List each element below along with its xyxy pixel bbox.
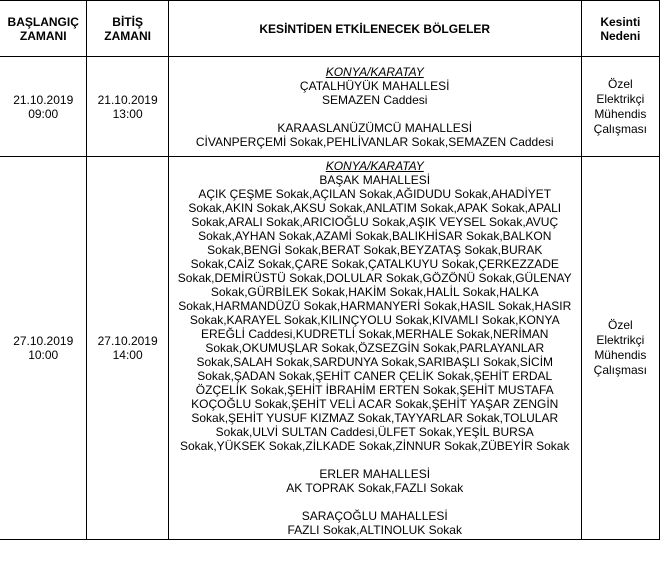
table-row (0, 157, 660, 540)
region-name: KONYA/KARATAY (325, 159, 424, 173)
start-time: 09:00 (28, 106, 59, 121)
end-time-header: BİTİŞ ZAMANI (87, 1, 168, 57)
reason-cell: Özel Elektrikçi Mühendis Çalışması (581, 57, 659, 157)
affected-regions-header: KESİNTİDEN ETKİLENECEK BÖLGELER (168, 1, 581, 57)
end-time: 13:00 (112, 106, 143, 121)
street-list: AÇIK ÇEŞME Sokak,AÇILAN Sokak,AĞIDUDU Sokak,AHADİYET Sokak,AKIN Sokak,AKSU Sokak,ANLATIM Sokak,APAK Sokak,APALI Sokak,ARALI Sokak,ARICIOĞLU Sokak,AŞIK VEYSEL Sokak,AVUÇ Sokak,AYHAN Sokak,AZAMİ Sokak,BALIKHİSAR Sokak,BALKON Sokak,BENGİ Sokak,BERAT Sokak,BEYZATAŞ Sokak,BURAK Sokak,CAİZ Sokak,ÇARE Sokak,ÇATALKUYU Sokak,ÇERKEZZADE Sokak,DEMİRÜSTÜ Sokak,DOLULAR Sokak,GÖZÖNÜ Sokak,GÜLENAY Sokak,GÜRBİLEK Sokak,HAKİM Sokak,HALİL Sokak,HALKA Sokak,HARMANDÜZÜ Sokak,HARMANYERİ Sokak,HASIL Sokak,HASIR Sokak,KARAYEL Sokak,KILINÇYOLU Sokak,KIVAMLI Sokak,KONYA EREĞLİ Caddesi,KUDRETLİ Sokak,MERHALE Sokak,NERİMAN Sokak,OKUMUŞLAR Sokak,ÖZSEZGİN Sokak,PARLAYANLAR Sokak,SALAH Sokak,SARDUNYA Sokak,SARIBAŞLI Sokak,SİCİM Sokak,ŞADAN Sokak,ŞEHİT CANER ÇELİK Sokak,ŞEHİT ERDAL ÖZÇELİK Sokak,ŞEHİT İBRAHİM ERTEN Sokak,ŞEHİT MUSTAFA KOÇOĞLU Sokak,ŞEHİT VELİ ACAR Sokak,ŞEHİT YAŞAR ZENGİN Sokak,ŞEHİT YUSUF KIZMAZ Sokak,TAYYARLAR Sokak,TOLULAR Sokak,ULVİ SULTAN Caddesi,ÜLFET Sokak,YEŞİL BURSA Sokak,YÜKSEK Sokak,ZİLKADE Sokak,ZİNNUR Sokak,ZÜBEYİR Sokak (177, 187, 572, 453)
region-name: KONYA/KARATAY (325, 64, 424, 79)
reason-header: Kesinti Nedeni (581, 1, 659, 57)
regions-cell (168, 57, 581, 157)
district-name: BAŞAK MAHALLESİ (319, 173, 431, 187)
end-cell (87, 157, 168, 540)
street-list: CİVANPERÇEMİ Sokak,PEHLİVANLAR Sokak,SEMAZEN Caddesi (195, 134, 554, 149)
end-date: 27.10.2019 (97, 334, 158, 348)
district-name: SARAÇOĞLU MAHALLESİ (301, 509, 448, 523)
street-list: AK TOPRAK Sokak,FAZLI Sokak (286, 481, 464, 495)
regions-cell (168, 157, 581, 540)
start-time: 10:00 (28, 348, 59, 362)
reason-cell: Özel Elektrikçi Mühendis Çalışması (581, 157, 659, 540)
end-date: 21.10.2019 (97, 92, 158, 107)
start-cell (0, 57, 87, 157)
end-time: 14:00 (112, 348, 143, 362)
street-list: SEMAZEN Caddesi (322, 92, 428, 107)
street-list: FAZLI Sokak,ALTINOLUK Sokak (287, 523, 462, 537)
table-row (0, 57, 660, 157)
district-name: KARAASLANÜZÜMCÜ MAHALLESİ (277, 120, 473, 135)
end-cell (87, 57, 168, 157)
district-name: ÇATALHÜYÜK MAHALLESİ (299, 78, 450, 93)
start-cell (0, 157, 87, 540)
start-date: 21.10.2019 (13, 92, 74, 107)
start-date: 27.10.2019 (13, 334, 74, 348)
start-time-header: BAŞLANGIÇ ZAMANI (0, 1, 87, 57)
district-name: ERLER MAHALLESİ (319, 467, 431, 481)
header-row (0, 1, 660, 57)
